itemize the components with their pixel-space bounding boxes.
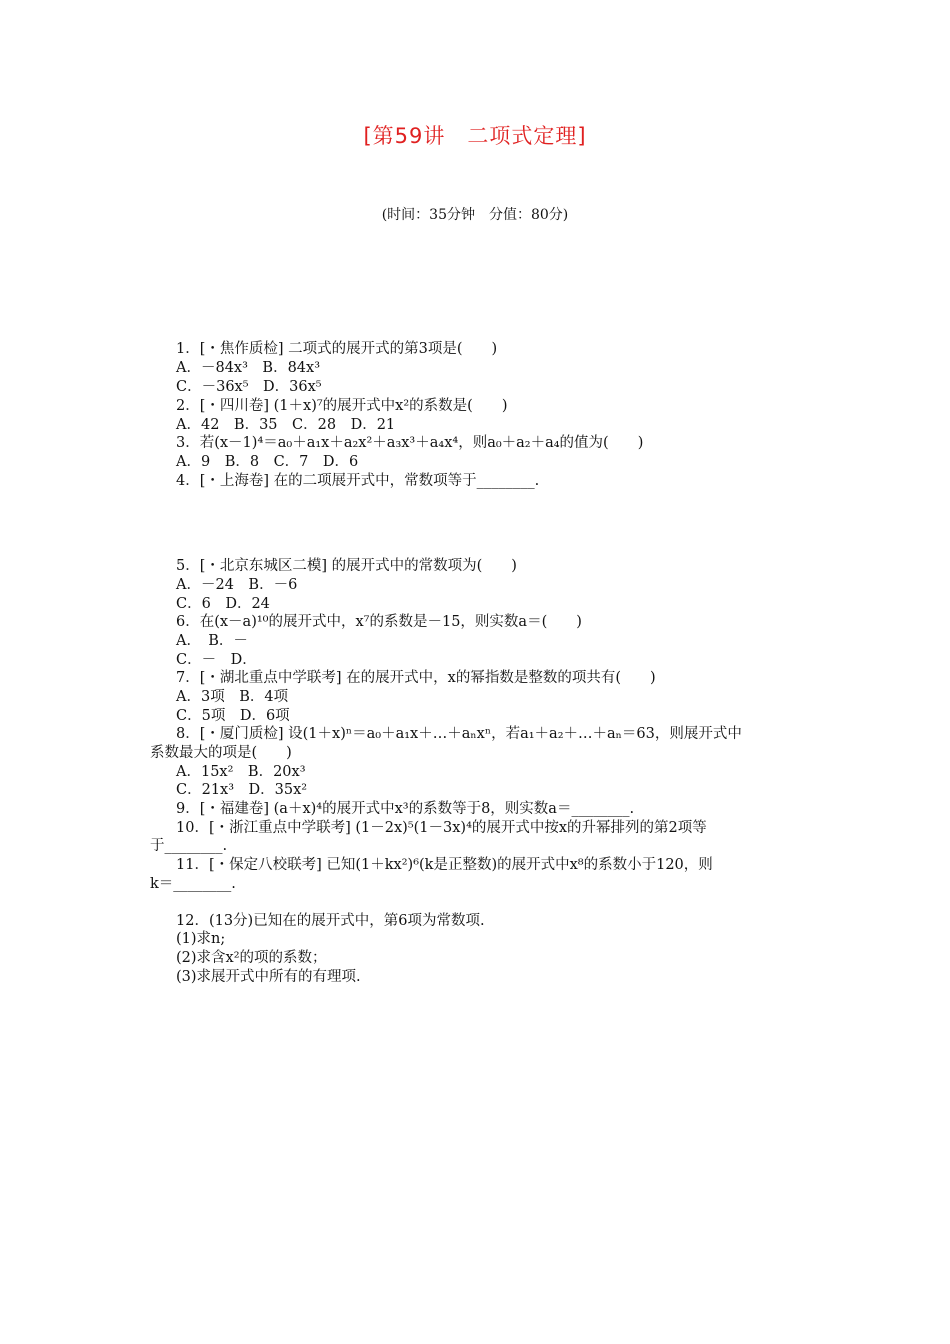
time-score-info: (时间：35分钟 分值：80分)	[381, 207, 569, 223]
question-1: 1．[・焦作质检] 二项式的展开式的第3项是( )	[176, 341, 498, 357]
question-12-part-3: (3)求展开式中所有的有理项.	[176, 969, 361, 985]
question-1-options-ab: A．－84x³ B．84x³	[176, 360, 321, 376]
question-5-options-ab: A．－24 B．－6	[176, 577, 298, 593]
page-title: [第59讲 二项式定理]	[363, 124, 587, 148]
question-2: 2．[・四川卷] (1＋x)⁷的展开式中x²的系数是( )	[176, 398, 508, 414]
question-7: 7．[・湖北重点中学联考] 在的展开式中，x的幂指数是整数的项共有( )	[176, 670, 656, 686]
question-6-options-ab: A． B．－	[176, 633, 248, 649]
question-10: 10．[・浙江重点中学联考] (1－2x)⁵(1－3x)⁴的展开式中按x的升幂排列的第2项等	[176, 820, 707, 836]
question-6: 6．在(x－a)¹⁰的展开式中，x⁷的系数是－15，则实数a＝( )	[176, 614, 582, 630]
question-5-options-cd: C．6 D．24	[176, 596, 270, 612]
question-8-options-ab: A．15x² B．20x³	[176, 764, 306, 780]
question-9: 9．[・福建卷] (a＋x)⁴的展开式中x³的系数等于8，则实数a＝________.	[176, 801, 635, 817]
question-7-options-ab: A．3项 B．4项	[176, 689, 289, 705]
question-8-options-cd: C．21x³ D．35x²	[176, 782, 308, 798]
question-12: 12．(13分)已知在的展开式中，第6项为常数项.	[176, 913, 485, 929]
question-3-options: A．9 B．8 C．7 D．6	[176, 454, 359, 470]
question-11-continued: k＝________.	[150, 876, 236, 892]
question-2-options: A．42 B．35 C．28 D．21	[176, 417, 396, 433]
question-6-options-cd: C．－ D．	[176, 652, 257, 668]
question-10-continued: 于________.	[150, 838, 228, 854]
question-12-part-2: (2)求含x²的项的系数；	[176, 950, 327, 966]
question-3: 3．若(x－1)⁴＝a₀＋a₁x＋a₂x²＋a₃x³＋a₄x⁴，则a₀＋a₂＋a₄的值为( )	[176, 435, 644, 451]
question-1-options-cd: C．－36x⁵ D．36x⁵	[176, 379, 322, 395]
question-8: 8．[・厦门质检] 设(1＋x)ⁿ＝a₀＋a₁x＋…＋aₙxⁿ，若a₁＋a₂＋…＋aₙ＝63，则展开式中	[176, 726, 742, 742]
question-5: 5．[・北京东城区二模] 的展开式中的常数项为( )	[176, 558, 517, 574]
question-11: 11．[・保定八校联考] 已知(1＋kx²)⁶(k是正整数)的展开式中x⁸的系数小于120，则	[176, 857, 713, 873]
question-8-continued: 系数最大的项是( )	[150, 745, 292, 761]
question-12-part-1: (1)求n;	[176, 931, 226, 947]
question-7-options-cd: C．5项 D．6项	[176, 708, 290, 724]
question-4: 4．[・上海卷] 在的二项展开式中，常数项等于________.	[176, 473, 540, 489]
